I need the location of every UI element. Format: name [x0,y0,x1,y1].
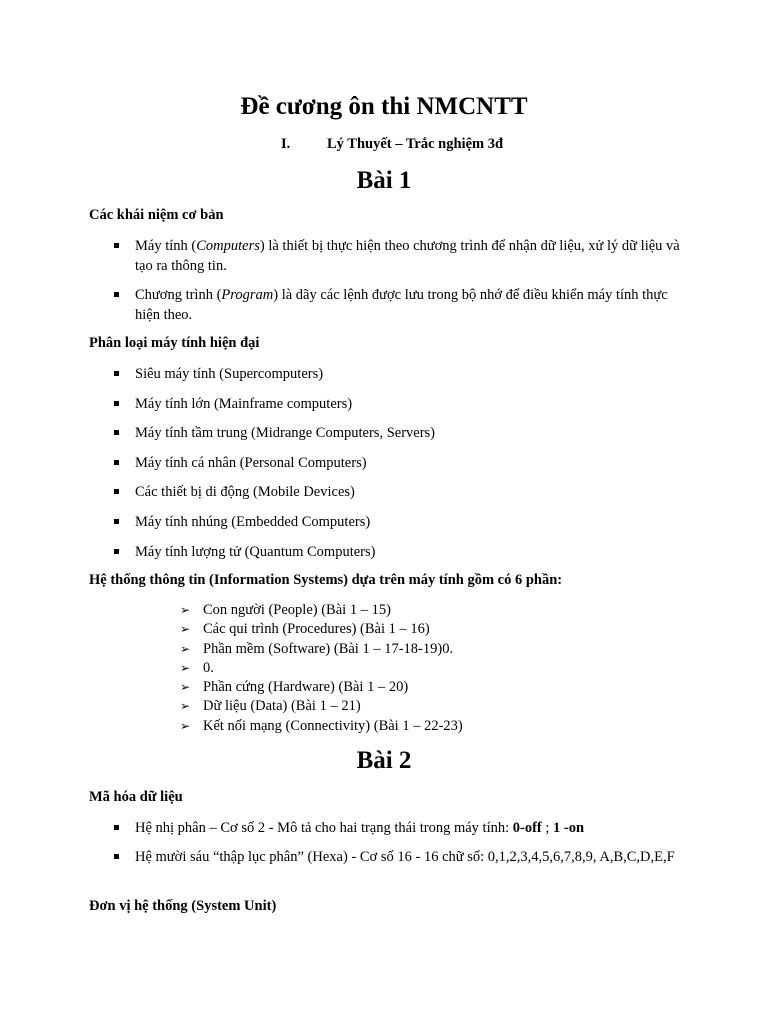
info-systems-list [180,601,463,736]
list-item [180,640,463,659]
square-bullet-icon [114,549,119,554]
concepts-list [89,236,689,325]
list-item [89,482,689,502]
system-unit-heading: Đơn vị hệ thống (System Unit) [89,898,277,914]
arrow-bullet-icon: ➢ [180,718,191,733]
list-item [89,453,689,473]
square-bullet-icon [114,401,119,406]
item-text: Máy tính tầm trung (Midrange Computers, Servers) [135,425,436,442]
item-text: Siêu máy tính (Supercomputers) [135,366,324,382]
square-bullet-icon [114,430,119,435]
document-title: Đề cương ôn thi NMCNTT [240,93,528,120]
list-item [89,818,689,838]
list-item [180,659,463,678]
list-item [89,423,689,443]
arrow-bullet-icon: ➢ [180,641,191,656]
item-text: Con người (People) (Bài 1 – 15) [203,602,391,618]
list-item [89,394,689,414]
item-text: Kết nối mạng (Connectivity) (Bài 1 – 22-23) [203,717,463,734]
item-bold-term: 0-off [512,820,542,836]
square-bullet-icon [114,519,119,524]
item-text: Hệ mười sáu “thập lục phân” (Hexa) - Cơ số 16 - 16 chữ số: 0,1,2,3,4,5,6,7,8,9, A,B,C,D,E,F [135,849,675,865]
item-text: Hệ nhị phân – Cơ số 2 - Mô tả cho hai trạng thái trong máy tính: [135,820,513,836]
encoding-heading: Mã hóa dữ liệu [89,789,183,805]
square-bullet-icon [114,825,119,830]
square-bullet-icon [114,854,119,859]
lesson-1-title: Bài 1 [356,167,412,194]
item-text: ) là thiết bị thực hiện theo chương trình để nhận dữ liệu, xử lý dữ liệu và tạo ra thông tin. [135,238,680,274]
computer-types-list [89,364,689,562]
section-label: Lý Thuyết – Trắc nghiệm 3đ [327,136,504,152]
item-text: Máy tính lượng tử (Quantum Computers) [135,543,376,560]
square-bullet-icon [114,489,119,494]
arrow-bullet-icon: ➢ [180,699,191,714]
info-systems-heading: Hệ thống thông tin (Information Systems) dựa trên máy tính gồm có 6 phần: [89,572,563,588]
item-text: ) là dãy các lệnh được lưu trong bộ nhớ để điều khiển máy tính thực hiện theo. [135,287,668,323]
section-heading [281,136,503,153]
item-text: Máy tính lớn (Mainframe computers) [135,395,353,412]
square-bullet-icon [114,243,119,248]
item-text: 0. [203,659,214,676]
list-item [180,697,463,716]
item-text: Phần cứng (Hardware) (Bài 1 – 20) [203,679,409,696]
arrow-bullet-icon: ➢ [180,603,191,617]
list-item [89,512,689,532]
list-item [180,717,463,736]
item-text: Máy tính cá nhân (Personal Computers) [135,454,367,471]
computer-types-heading: Phân loại máy tính hiện đại [89,335,260,351]
list-item [180,678,463,697]
square-bullet-icon [114,460,119,465]
item-text: Dữ liệu (Data) (Bài 1 – 21) [203,698,361,715]
list-item [89,542,689,562]
item-text: Máy tính ( [135,238,197,254]
list-item [180,601,463,620]
item-bold-term: 1 -on [553,820,585,836]
arrow-bullet-icon: ➢ [180,622,191,637]
list-item [180,620,463,639]
item-text: Các thiết bị di động (Mobile Devices) [135,484,355,501]
square-bullet-icon [114,292,119,297]
section-number: I. [281,136,291,152]
item-italic-term: Program [221,287,274,303]
list-item [89,847,689,867]
item-text: Phần mềm (Software) (Bài 1 – 17-18-19)0. [203,640,454,657]
item-italic-term: Computers [196,238,260,254]
arrow-bullet-icon: ➢ [180,680,191,695]
item-text: Các qui trình (Procedures) (Bài 1 – 16) [203,621,430,638]
encoding-list [89,818,689,867]
arrow-bullet-icon: ➢ [180,660,191,675]
list-item [89,364,689,384]
list-item [89,236,689,276]
item-text: Máy tính nhúng (Embedded Computers) [135,513,371,530]
item-text: Chương trình ( [135,287,222,303]
list-item [89,285,689,325]
lesson-2-title: Bài 2 [356,747,412,774]
concepts-heading: Các khái niệm cơ bản [89,207,224,223]
item-separator: ; [541,820,554,836]
square-bullet-icon [114,371,119,376]
